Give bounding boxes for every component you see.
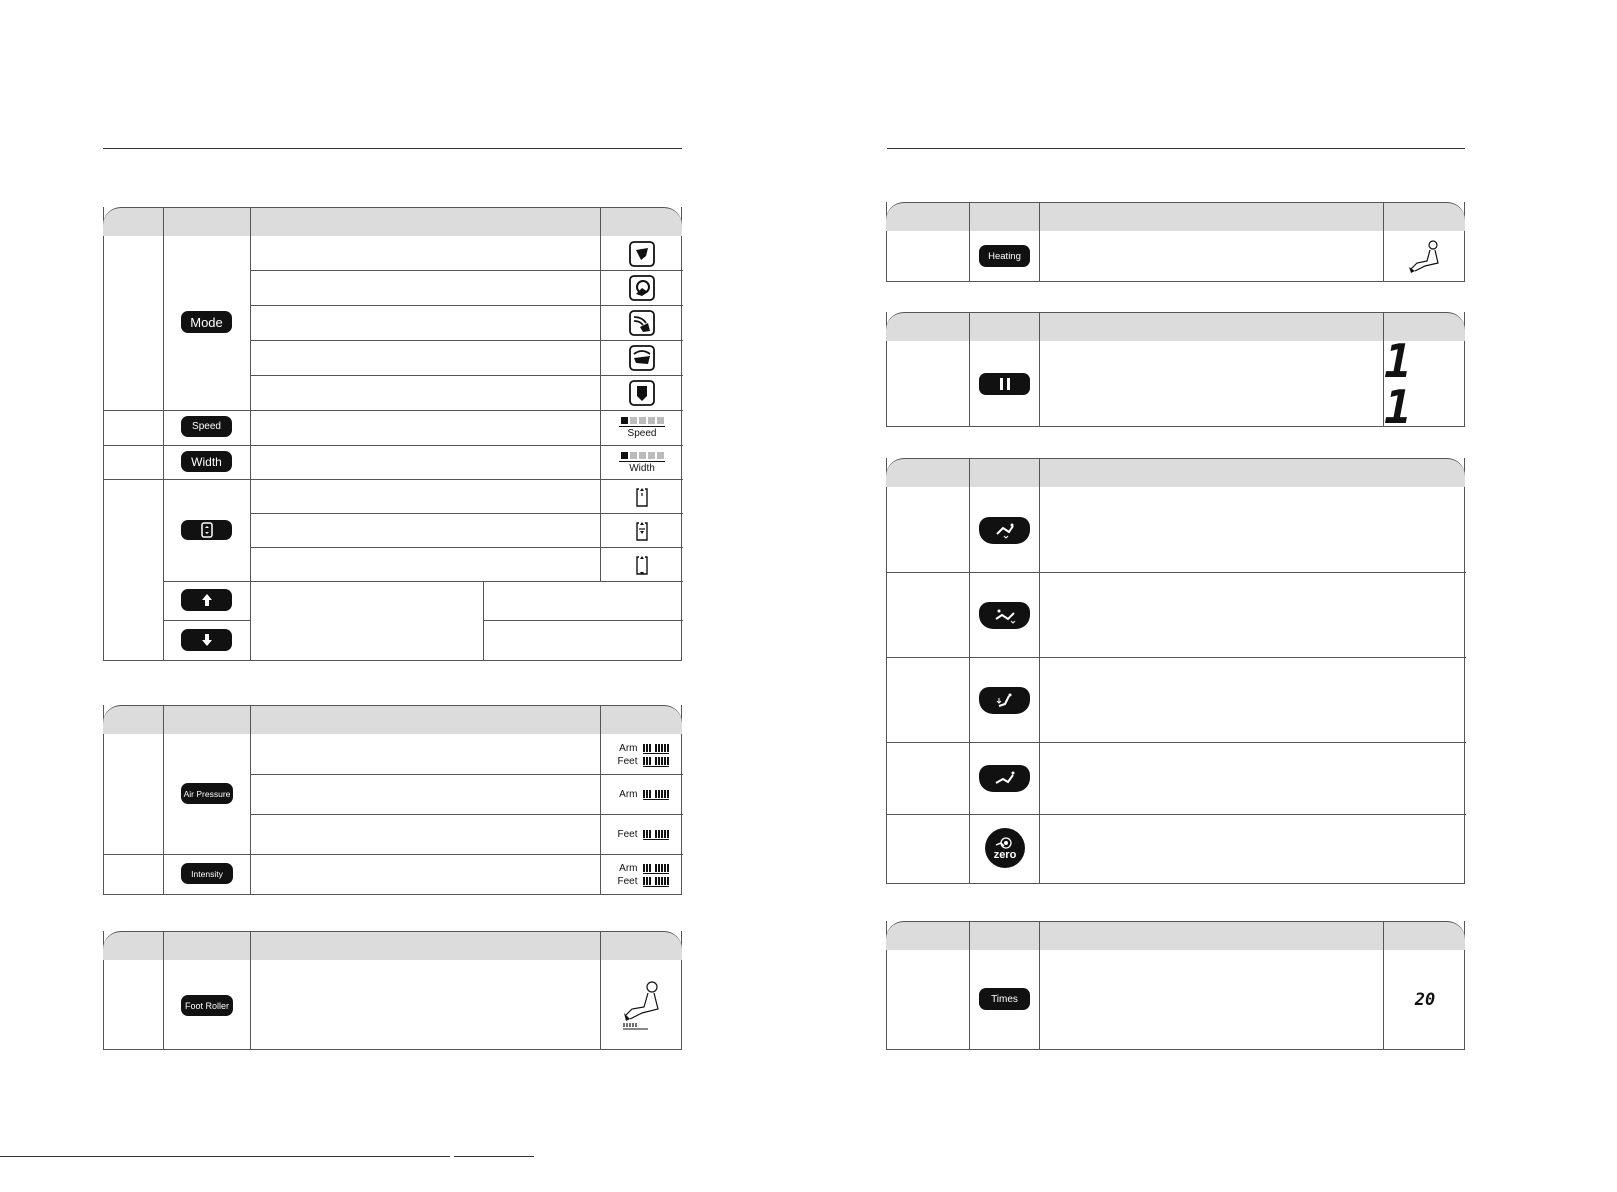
mode-table [103,207,682,661]
recline-button[interactable] [979,765,1030,792]
bottom-mark [0,1156,450,1157]
arm-label: Arm [619,789,638,800]
width-indicator-label: Width [629,462,655,474]
arrow-up-icon [201,593,213,607]
width-button[interactable]: Width [181,451,232,472]
mode-swedish-icon [601,341,683,375]
feet-label: Feet [617,755,638,767]
arm-level-bars [643,863,669,874]
table-header [103,207,682,236]
position-lower-icon [601,548,683,581]
speed-button[interactable]: Speed [181,416,232,437]
recline-table [886,458,1465,884]
right-page-top-rule [887,148,1465,149]
zero-label: zero [993,848,1017,861]
speed-level-segment [630,417,637,424]
feet-label: Feet [617,829,638,840]
chair-back-icon [991,607,1019,625]
arm-feet-level-indicator [601,735,683,774]
mode-clapping-icon [601,376,683,410]
width-indicator [601,446,683,479]
arrow-down-icon [201,633,213,647]
recline-back-button[interactable] [979,602,1030,629]
arm-level-bars [643,743,669,754]
pause-display-digits: 1 1 [1384,334,1416,434]
speed-level-segment [648,417,655,424]
feet-label: Feet [617,875,638,887]
bottom-mark [454,1156,534,1157]
arm-level-indicator [601,775,683,814]
speed-level-segment [657,417,664,424]
heating-table [886,202,1465,282]
width-level-segment [657,452,664,459]
time-display-digits: 20 [1414,990,1436,1010]
table-header [886,921,1465,950]
table-header [886,458,1465,487]
legrest-button[interactable] [979,687,1030,714]
table-header [103,705,682,734]
zero-gravity-icon [993,836,1017,850]
foot-roller-table [103,931,682,1050]
intensity-button[interactable]: Intensity [181,863,233,884]
arm-level-bars [643,789,669,800]
mode-button[interactable]: Mode [181,311,232,333]
time-display [1384,951,1466,1049]
feet-level-bars [643,829,669,840]
table-header [886,312,1465,341]
heating-button[interactable]: Heating [979,245,1030,267]
position-middle-icon [601,514,683,547]
times-table [886,921,1465,1050]
width-level-segment [621,452,628,459]
mode-kneading-icon [601,271,683,305]
intensity-level-indicator [601,855,683,894]
position-upper-icon [601,480,683,513]
mode-tapping-icon [601,306,683,340]
recline-forward-button[interactable] [979,517,1030,544]
table-header [103,931,682,960]
chair-legrest-icon [991,692,1019,710]
down-button[interactable] [181,629,232,651]
speed-level-segment [639,417,646,424]
up-button[interactable] [181,589,232,611]
speed-indicator-label: Speed [627,428,657,439]
times-button[interactable]: Times [979,988,1030,1010]
speed-indicator [601,411,683,445]
mode-shiatsu-icon [601,237,683,270]
foot-roller-chair-icon [601,961,683,1049]
foot-roller-button[interactable]: Foot Roller [181,995,233,1016]
left-page-top-rule [103,148,682,149]
feet-level-bars [643,876,669,887]
pause-icon [998,378,1012,390]
chair-recline-icon [991,770,1019,788]
speed-level-segment [621,417,628,424]
feet-level-bars [643,756,669,767]
width-level-segment [648,452,655,459]
position-icon [200,522,214,538]
pause-table [886,312,1465,434]
width-level-segment [630,452,637,459]
position-button[interactable] [181,520,232,540]
pause-display [1384,334,1466,434]
arm-label: Arm [619,742,638,754]
air-pressure-table [103,705,682,895]
width-level-segment [639,452,646,459]
air-pressure-button[interactable]: Air Pressure [181,783,233,804]
feet-level-indicator [601,815,683,854]
heating-chair-icon [1384,232,1466,281]
arm-label: Arm [619,862,638,874]
pause-button[interactable] [979,373,1030,395]
table-header [886,202,1465,231]
zero-gravity-button[interactable] [985,828,1025,868]
chair-forward-icon [991,522,1019,540]
